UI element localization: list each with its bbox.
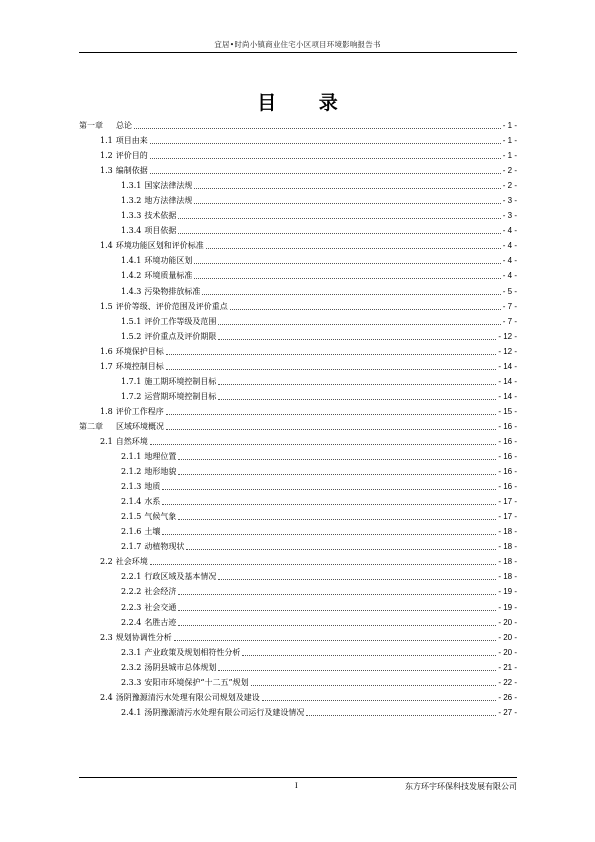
toc-entry-number: 1.5 (100, 301, 113, 311)
toc-entry-page: - 16 - (498, 421, 517, 431)
toc-dot-leader (178, 474, 496, 475)
toc-entry-page: - 16 - (498, 482, 517, 492)
toc-entry[interactable] (79, 284, 517, 299)
toc-entry-page: - 3 - (502, 211, 517, 221)
toc-entry-title: 评价等级、评价范围及评价重点 (115, 301, 228, 311)
toc-entry-title: 环境控制目标 (115, 361, 164, 371)
toc-entry[interactable] (79, 705, 517, 720)
toc-entry-number: 2.4.1 (121, 707, 142, 717)
toc-dot-leader (178, 610, 496, 611)
toc-entry-number: 2.1.3 (121, 482, 142, 492)
toc-entry-page: - 5 - (502, 286, 517, 296)
toc-entry-page: - 15 - (498, 406, 517, 416)
toc-dot-leader (178, 519, 496, 520)
toc-entry-number: 1.3.4 (121, 226, 142, 236)
toc-entry[interactable] (79, 494, 517, 509)
toc-entry-title: 汤阴豫源清污水处理有限公司规划及建设 (115, 692, 260, 702)
toc-entry[interactable] (79, 359, 517, 374)
toc-entry-title: 气候气象 (144, 512, 177, 522)
toc-entry-number: 1.4.3 (121, 286, 142, 296)
toc-entry-number: 1.2 (100, 151, 113, 161)
toc-entry-page: - 1 - (502, 121, 517, 130)
toc-entry-title: 施工期环境控制目标 (144, 376, 217, 386)
toc-entry[interactable] (79, 344, 517, 359)
toc-entry-page: - 20 - (498, 647, 517, 657)
toc-entry[interactable] (79, 133, 517, 148)
toc-entry-title: 地方法律法规 (144, 196, 193, 206)
toc-entry[interactable] (79, 660, 517, 675)
toc-entry-page: - 18 - (498, 557, 517, 567)
toc-entry-number: 2.3.3 (121, 677, 142, 687)
toc-entry-page: - 14 - (498, 376, 517, 386)
toc-dot-leader (150, 564, 497, 565)
table-of-contents (79, 118, 517, 720)
toc-entry-number: 1.7.1 (121, 376, 142, 386)
toc-entry-page: - 18 - (498, 542, 517, 552)
toc-dot-leader (218, 384, 496, 385)
header-rule (79, 52, 517, 53)
toc-entry-number: 2.2.4 (121, 617, 142, 627)
toc-entry-page: - 20 - (498, 632, 517, 642)
toc-entry-page: - 4 - (502, 241, 517, 251)
toc-entry-page: - 1 - (502, 151, 517, 161)
toc-entry-page: - 22 - (498, 677, 517, 687)
toc-dot-leader (150, 143, 501, 144)
toc-entry-title: 地形地貌 (144, 467, 177, 477)
toc-entry-title: 环境保护目标 (115, 346, 164, 356)
toc-entry-number: 2.1.1 (121, 452, 142, 462)
toc-dot-leader (206, 248, 501, 249)
toc-dot-leader (134, 128, 501, 129)
toc-entry[interactable] (79, 118, 517, 133)
toc-dot-leader (218, 399, 496, 400)
toc-entry-page: - 16 - (498, 467, 517, 477)
toc-entry-page: - 14 - (498, 391, 517, 401)
toc-dot-leader (166, 369, 497, 370)
toc-entry[interactable] (79, 268, 517, 283)
toc-dot-leader (202, 294, 500, 295)
toc-entry[interactable] (79, 223, 517, 238)
toc-dot-leader (194, 188, 500, 189)
toc-entry-number: 1.3 (100, 166, 113, 176)
toc-entry-title: 水系 (144, 497, 161, 507)
toc-dot-leader (194, 263, 500, 264)
toc-entry-page: - 12 - (498, 346, 517, 356)
toc-entry-title: 环境质量标准 (144, 271, 193, 281)
toc-dot-leader (150, 444, 497, 445)
toc-entry[interactable] (79, 479, 517, 494)
toc-entry-title: 行政区域及基本情况 (144, 572, 217, 582)
toc-entry-title: 技术依据 (144, 211, 177, 221)
toc-dot-leader (262, 700, 497, 701)
toc-dot-leader (178, 233, 500, 234)
toc-entry[interactable] (79, 464, 517, 479)
toc-entry[interactable] (79, 404, 517, 419)
toc-dot-leader (178, 594, 496, 595)
toc-entry-title: 评价工作等级及范围 (144, 316, 217, 326)
toc-entry-number: 2.1.6 (121, 527, 142, 537)
toc-dot-leader (194, 278, 500, 279)
toc-entry-page: - 26 - (498, 692, 517, 702)
toc-dot-leader (166, 414, 497, 415)
toc-entry-title: 社会交通 (144, 602, 177, 612)
toc-entry-title: 动植物现状 (144, 542, 185, 552)
toc-entry[interactable] (79, 148, 517, 163)
toc-entry[interactable] (79, 554, 517, 569)
toc-entry-number: 1.5.1 (121, 316, 142, 326)
toc-entry-page: - 27 - (498, 707, 517, 717)
toc-entry[interactable] (79, 178, 517, 193)
toc-entry-number: 1.7.2 (121, 391, 142, 401)
toc-entry-title: 产业政策及规划相符性分析 (144, 647, 241, 657)
toc-dot-leader (150, 173, 501, 174)
toc-entry-page: - 17 - (498, 497, 517, 507)
toc-entry[interactable] (79, 314, 517, 329)
toc-entry-page: - 7 - (502, 316, 517, 326)
toc-entry-number: 2.1 (100, 436, 113, 446)
toc-dot-leader (242, 655, 496, 656)
footer-page-number: I (295, 781, 298, 790)
toc-entry[interactable] (79, 389, 517, 404)
toc-entry-page: - 4 - (502, 271, 517, 281)
toc-entry[interactable] (79, 238, 517, 253)
toc-entry-title: 地质 (144, 482, 161, 492)
toc-entry-title: 安阳市环境保护“十二五”规划 (144, 677, 249, 687)
toc-entry-page: - 16 - (498, 436, 517, 446)
toc-entry[interactable] (79, 208, 517, 223)
toc-dot-leader (194, 203, 500, 204)
toc-entry-page: - 4 - (502, 226, 517, 236)
toc-entry-number: 2.2.3 (121, 602, 142, 612)
toc-entry-page: - 19 - (498, 587, 517, 597)
toc-entry-page: - 16 - (498, 452, 517, 462)
toc-title: 目 录 (257, 92, 356, 114)
toc-entry-page: - 20 - (498, 617, 517, 627)
toc-entry[interactable] (79, 163, 517, 178)
toc-entry[interactable] (79, 419, 517, 434)
toc-entry[interactable] (79, 690, 517, 705)
toc-entry-number: 1.8 (100, 406, 113, 416)
toc-entry-title: 自然环境 (115, 436, 148, 446)
toc-dot-leader (178, 625, 496, 626)
toc-dot-leader (218, 670, 496, 671)
toc-entry-page: - 12 - (498, 331, 517, 341)
toc-dot-leader (162, 504, 496, 505)
toc-dot-leader (186, 549, 496, 550)
toc-entry[interactable] (79, 675, 517, 690)
toc-entry-page: - 2 - (502, 181, 517, 191)
toc-entry[interactable] (79, 584, 517, 599)
toc-entry-page: - 14 - (498, 361, 517, 371)
toc-entry-number: 1.7 (100, 361, 113, 371)
toc-dot-leader (218, 579, 496, 580)
toc-dot-leader (178, 459, 496, 460)
toc-dot-leader (162, 489, 496, 490)
toc-entry-number: 1.3.3 (121, 211, 142, 221)
toc-entry-number: 1.1 (100, 136, 113, 146)
toc-entry-number: 1.6 (100, 346, 113, 356)
toc-entry-page: - 1 - (502, 136, 517, 146)
running-header: 宜居•时尚小镇商业住宅小区项目环境影响报告书 (214, 40, 381, 49)
toc-dot-leader (218, 339, 496, 340)
toc-entry[interactable] (79, 329, 517, 344)
toc-entry[interactable] (79, 449, 517, 464)
toc-dot-leader (306, 715, 496, 716)
toc-dot-leader (230, 309, 501, 310)
toc-entry-title: 评价工作程序 (115, 406, 164, 416)
toc-entry[interactable] (79, 193, 517, 208)
toc-dot-leader (218, 324, 500, 325)
toc-entry-page: - 18 - (498, 572, 517, 582)
toc-entry-title: 汤阴豫源清污水处理有限公司运行及建设情况 (144, 707, 305, 717)
toc-dot-leader (251, 685, 497, 686)
toc-entry-number: 2.2 (100, 557, 113, 567)
toc-entry-title: 编制依据 (115, 166, 148, 176)
toc-entry-page: - 2 - (502, 166, 517, 176)
toc-entry-number: 2.3 (100, 632, 113, 642)
toc-entry-number: 2.4 (100, 692, 113, 702)
toc-entry[interactable] (79, 434, 517, 449)
toc-entry-page: - 19 - (498, 602, 517, 612)
toc-entry-page: - 7 - (502, 301, 517, 311)
toc-entry[interactable] (79, 600, 517, 615)
toc-entry-number: 2.1.5 (121, 512, 142, 522)
toc-entry-number: 1.4.1 (121, 256, 142, 266)
toc-entry[interactable] (79, 509, 517, 524)
toc-entry[interactable] (79, 645, 517, 660)
toc-entry-number: 1.3.2 (121, 196, 142, 206)
toc-entry-page: - 21 - (498, 662, 517, 672)
toc-entry-number: 1.4.2 (121, 271, 142, 281)
toc-dot-leader (166, 429, 496, 430)
toc-entry-title: 污染物排放标准 (144, 286, 201, 296)
toc-dot-leader (174, 640, 497, 641)
toc-entry-number: 2.1.4 (121, 497, 142, 507)
toc-entry-number: 2.3.2 (121, 662, 142, 672)
toc-entry[interactable] (79, 615, 517, 630)
toc-entry-title: 评价目的 (115, 151, 148, 161)
toc-entry-title: 环境功能区划和评价标准 (115, 241, 204, 251)
toc-dot-leader (150, 158, 501, 159)
toc-entry[interactable] (79, 524, 517, 539)
toc-entry-title: 总论 (116, 121, 132, 130)
toc-entry[interactable] (79, 630, 517, 645)
toc-entry-title: 土壤 (144, 527, 161, 537)
footer-company: 东方环宇环保科技发展有限公司 (405, 782, 517, 791)
toc-entry-title: 项目依据 (144, 226, 177, 236)
toc-entry-number: 1.4 (100, 241, 113, 251)
toc-entry-title: 社会经济 (144, 587, 177, 597)
toc-entry-page: - 17 - (498, 512, 517, 522)
toc-entry-page: - 18 - (498, 527, 517, 537)
toc-entry-number: 2.2.2 (121, 587, 142, 597)
toc-entry[interactable] (79, 299, 517, 314)
toc-entry-title: 项目由来 (115, 136, 148, 146)
toc-entry[interactable] (79, 374, 517, 389)
toc-entry-number: 第一章 (79, 121, 103, 130)
toc-entry[interactable] (79, 253, 517, 268)
toc-entry-title: 运营期环境控制目标 (144, 391, 217, 401)
toc-entry-number: 2.2.1 (121, 572, 142, 582)
toc-entry[interactable] (79, 539, 517, 554)
toc-entry-title: 地理位置 (144, 452, 177, 462)
toc-entry-number: 2.1.7 (121, 542, 142, 552)
toc-entry-number: 1.3.1 (121, 181, 142, 191)
toc-dot-leader (178, 218, 500, 219)
toc-entry-title: 评价重点及评价期限 (144, 331, 217, 341)
toc-entry-title: 名胜古迹 (144, 617, 177, 627)
toc-entry-number: 第二章 (79, 421, 103, 431)
toc-entry-title: 规划协调性分析 (115, 632, 172, 642)
toc-entry-title: 区域环境概况 (116, 421, 164, 431)
toc-entry-page: - 3 - (502, 196, 517, 206)
toc-entry-title: 社会环境 (115, 557, 148, 567)
toc-entry[interactable] (79, 569, 517, 584)
toc-entry-number: 2.3.1 (121, 647, 142, 657)
toc-entry-number: 2.1.2 (121, 467, 142, 477)
toc-dot-leader (166, 354, 497, 355)
toc-dot-leader (162, 534, 496, 535)
toc-entry-title: 环境功能区划 (144, 256, 193, 266)
toc-entry-number: 1.5.2 (121, 331, 142, 341)
toc-entry-title: 国家法律法规 (144, 181, 193, 191)
footer-rule (79, 777, 517, 778)
toc-entry-page: - 4 - (502, 256, 517, 266)
toc-entry-title: 汤阴县城市总体规划 (144, 662, 217, 672)
